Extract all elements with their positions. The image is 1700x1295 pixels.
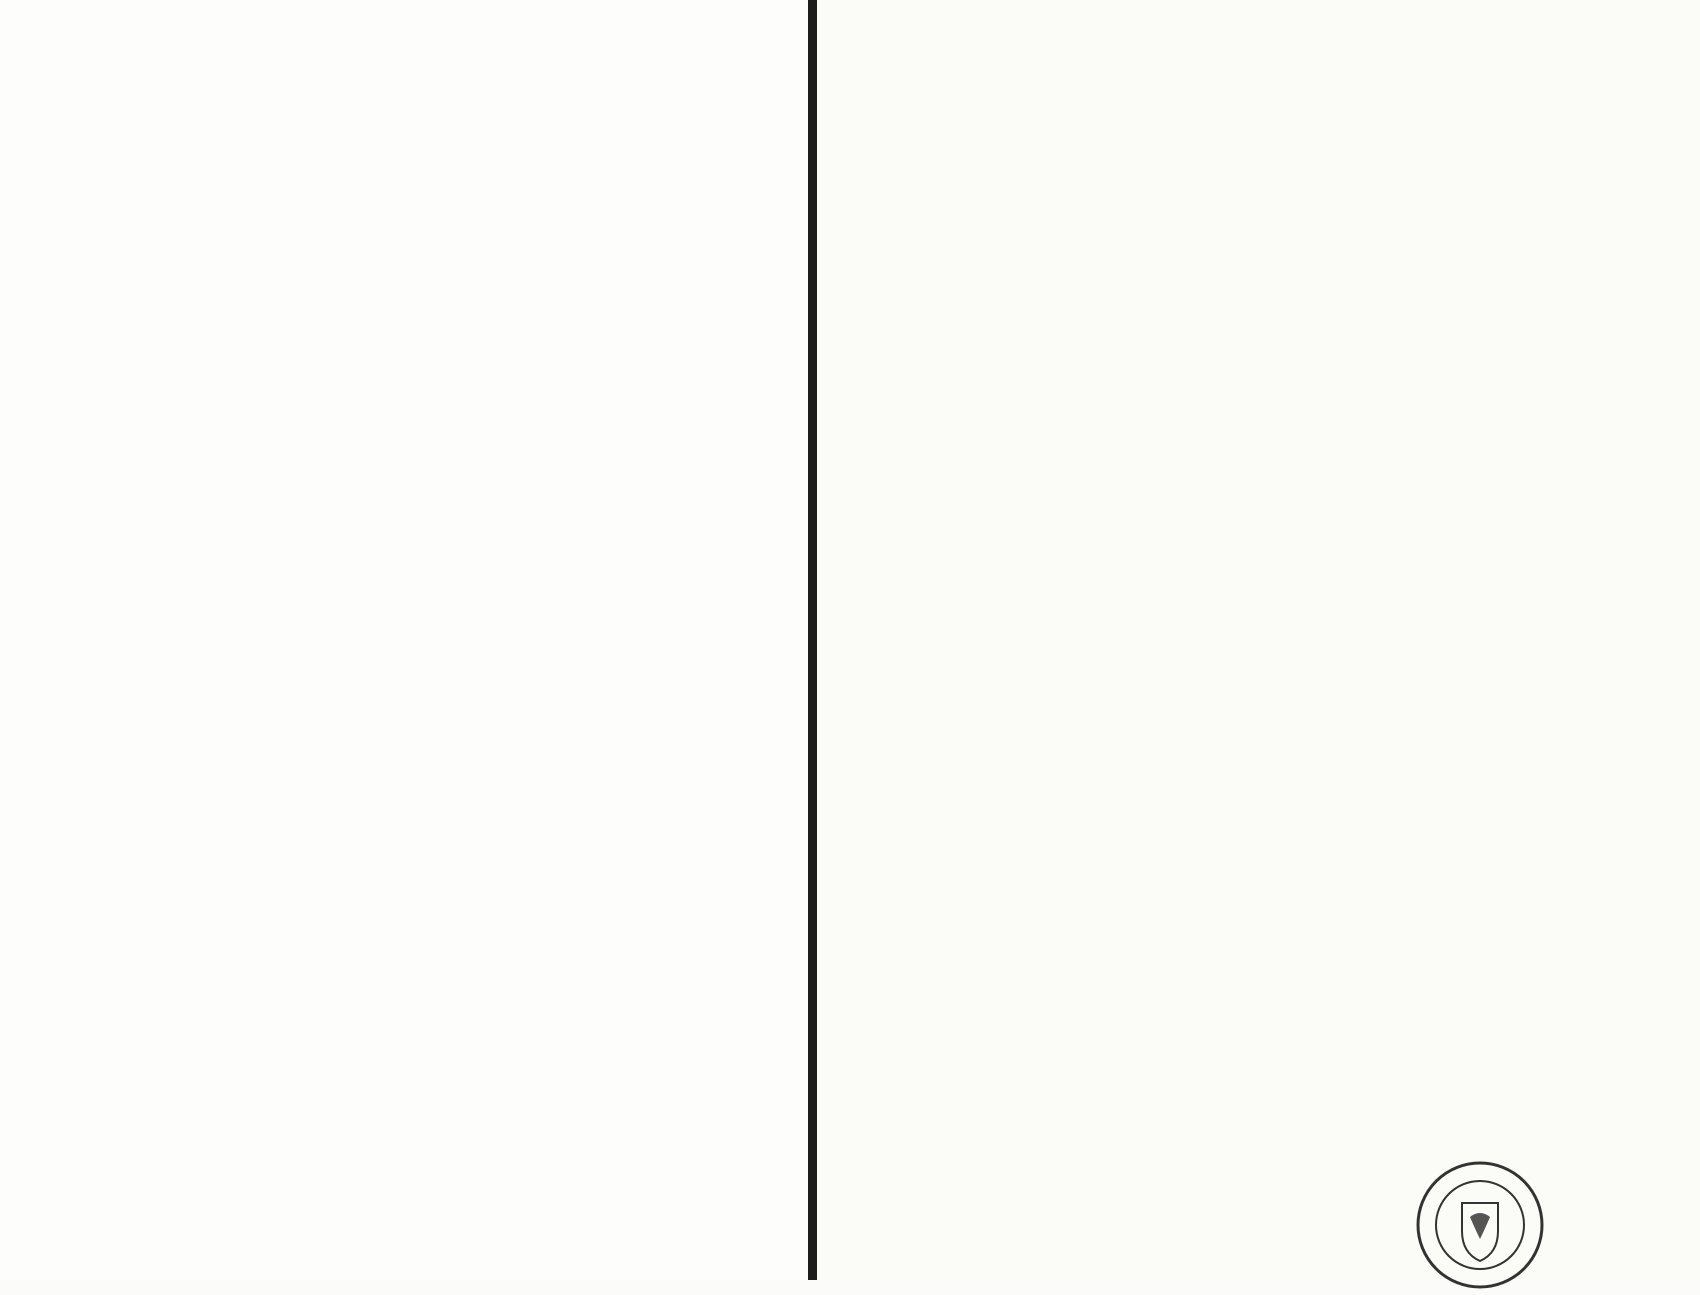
left-register-grid — [0, 0, 808, 1280]
right-register-grid — [817, 0, 1700, 1280]
right-register-page — [817, 0, 1700, 1280]
book-gutter — [808, 0, 817, 1280]
left-register-page — [0, 0, 808, 1280]
archive-seal-stamp — [1410, 1155, 1550, 1295]
